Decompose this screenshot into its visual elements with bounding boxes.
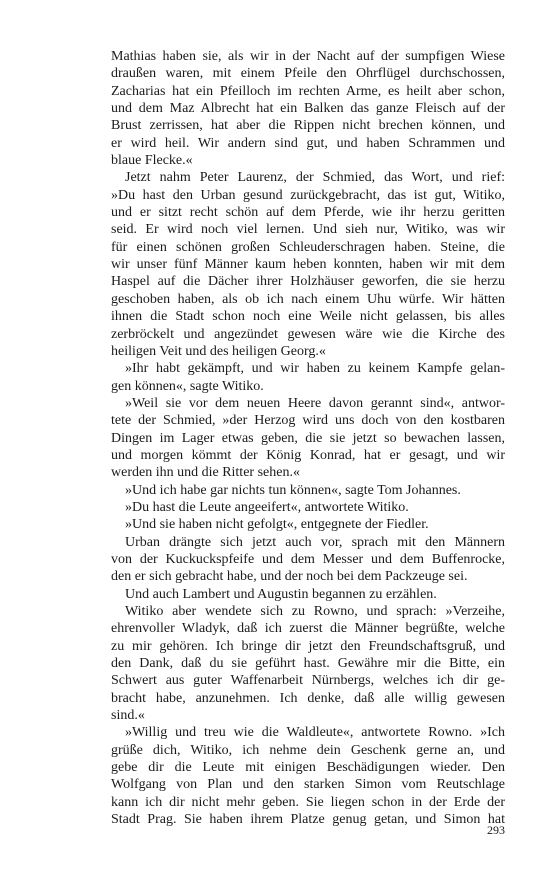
text-line: er wird heil. Wir andern sind gut, und haben Schrammen und: [111, 135, 505, 151]
text-line: »Du hast die Leute angeeifert«, antwortete Witiko.: [125, 499, 409, 515]
text-line: Witiko aber wendete sich zu Rowno, und sprach: »Verzeihe,: [125, 604, 505, 619]
text-line: zu mir gehören. Ich bringe dir jetzt den Freundschaftsgruß, und: [111, 638, 505, 654]
text-line: und dem Maz Albrecht hat ein Balken das ganze Fleisch auf der: [111, 101, 505, 117]
text-line: Haspel auf die Dächer ihrer Holzhäuser geworfen, die sie herzu: [111, 274, 505, 290]
text-line: heiligen Veit und des heiligen Georg.«: [111, 343, 326, 359]
text-line: den Dank, daß du sie geführt hast. Gewähre mir die Bitte, ein: [111, 656, 505, 672]
text-line: geschoben haben, als ob ich nach einem Uhu würfe. Wir hätten: [111, 291, 505, 307]
text-line: für einen schönen großen Schleuderschragen haben. Steine, die: [111, 239, 505, 255]
text-line: werden ihn und die Ritter sehen.«: [111, 465, 300, 481]
text-line: sind.«: [111, 708, 145, 724]
text-line: zerbröckelt und angezündet gewesen wäre wie die Kirche des: [111, 326, 505, 342]
text-line: Und auch Lambert und Augustin begannen zu erzählen.: [125, 586, 437, 602]
body-text: [111, 48, 505, 828]
text-line: Dingen im Lager etwas geben, die sie jetzt so bewachen lassen,: [111, 430, 505, 446]
text-line: gebe dir die Leute mit einigen Beschädigungen wieder. Den: [111, 760, 505, 776]
text-line: wir unser fünf Männer kaum heben konnten, haben wir mit dem: [111, 257, 505, 273]
text-line: Brust zerrissen, hat aber die Rippen nicht brechen können, und: [111, 118, 505, 134]
text-line: kann ich dir nicht mehr geben. Sie liegen schon in der Erde der: [111, 794, 505, 810]
text-line: »Willig und treu wie die Waldleute«, antwortete Rowno. »Ich: [125, 725, 505, 741]
text-line: Urban drängte sich jetzt auch vor, sprach mit den Männern: [125, 534, 505, 550]
text-line: »Weil sie vor dem neuen Heere davon gerannt sind«, antwor-: [125, 395, 505, 411]
text-line: und er sitzt recht schön auf dem Pferde, wie ihr herzu geritten: [111, 205, 505, 221]
text-line: »Du hast den Urban gesund zurückgebracht, das ist gut, Witiko,: [111, 187, 505, 203]
page-number: 293: [487, 823, 505, 837]
text-line: gen können«, sagte Witiko.: [111, 378, 264, 394]
text-line: Stadt Prag. Sie haben ihrem Platze genug getan, und Simon hat: [111, 812, 505, 828]
text-line: und morgen kömmt der König Konrad, hat er gesagt, und wir: [111, 447, 505, 463]
text-line: Wolfgang von Plan und den starken Simon vom Reutschlage: [111, 777, 505, 793]
text-line: ihnen die Stadt schon noch eine Weile nicht gelassen, bis alles: [111, 309, 505, 325]
text-line: Schwert aus guter Waffenarbeit Nürnbergs, welches ich dir ge-: [111, 673, 505, 689]
text-line: seid. Er wird noch viel lernen. Und sieh nur, Witiko, was wir: [111, 222, 505, 238]
text-line: Mathias haben sie, als wir in der Nacht auf der sumpfigen Wiese: [111, 49, 505, 64]
text-line: blaue Flecke.«: [111, 153, 193, 169]
text-line: von der Kuckuckspfeife und dem Messer und dem Buffenrocke,: [111, 551, 505, 567]
text-line: »Und sie haben nicht gefolgt«, entgegnete der Fiedler.: [125, 517, 429, 533]
text-line: draußen waren, mit einem Pfeile den Ohrflügel durchschossen,: [111, 66, 505, 82]
text-line: ehrenvoller Wladyk, daß ich zuerst die Männer begrüßte, welche: [111, 621, 505, 637]
text-line: Zacharias hat ein Pfeilloch im rechten Arme, es heilt aber schon,: [111, 83, 505, 99]
text-line: bracht habe, anzunehmen. Ich denke, daß alle willig gewesen: [111, 690, 505, 706]
text-line: grüße dich, Witiko, ich nehme dein Geschenk gerne an, und: [111, 742, 505, 758]
text-line: »Ihr habt gekämpft, und wir haben zu keinem Kampfe gelan-: [125, 361, 505, 377]
text-line: tete der Schmied, »der Herzog wird uns doch von den kostbaren: [111, 413, 505, 429]
text-line: »Und ich habe gar nichts tun können«, sagte Tom Johannes.: [125, 482, 461, 498]
text-line: den er sich gebracht habe, und der noch bei dem Packzeuge sei.: [111, 569, 468, 585]
text-line: Jetzt nahm Peter Laurenz, der Schmied, das Wort, und rief:: [125, 170, 505, 186]
